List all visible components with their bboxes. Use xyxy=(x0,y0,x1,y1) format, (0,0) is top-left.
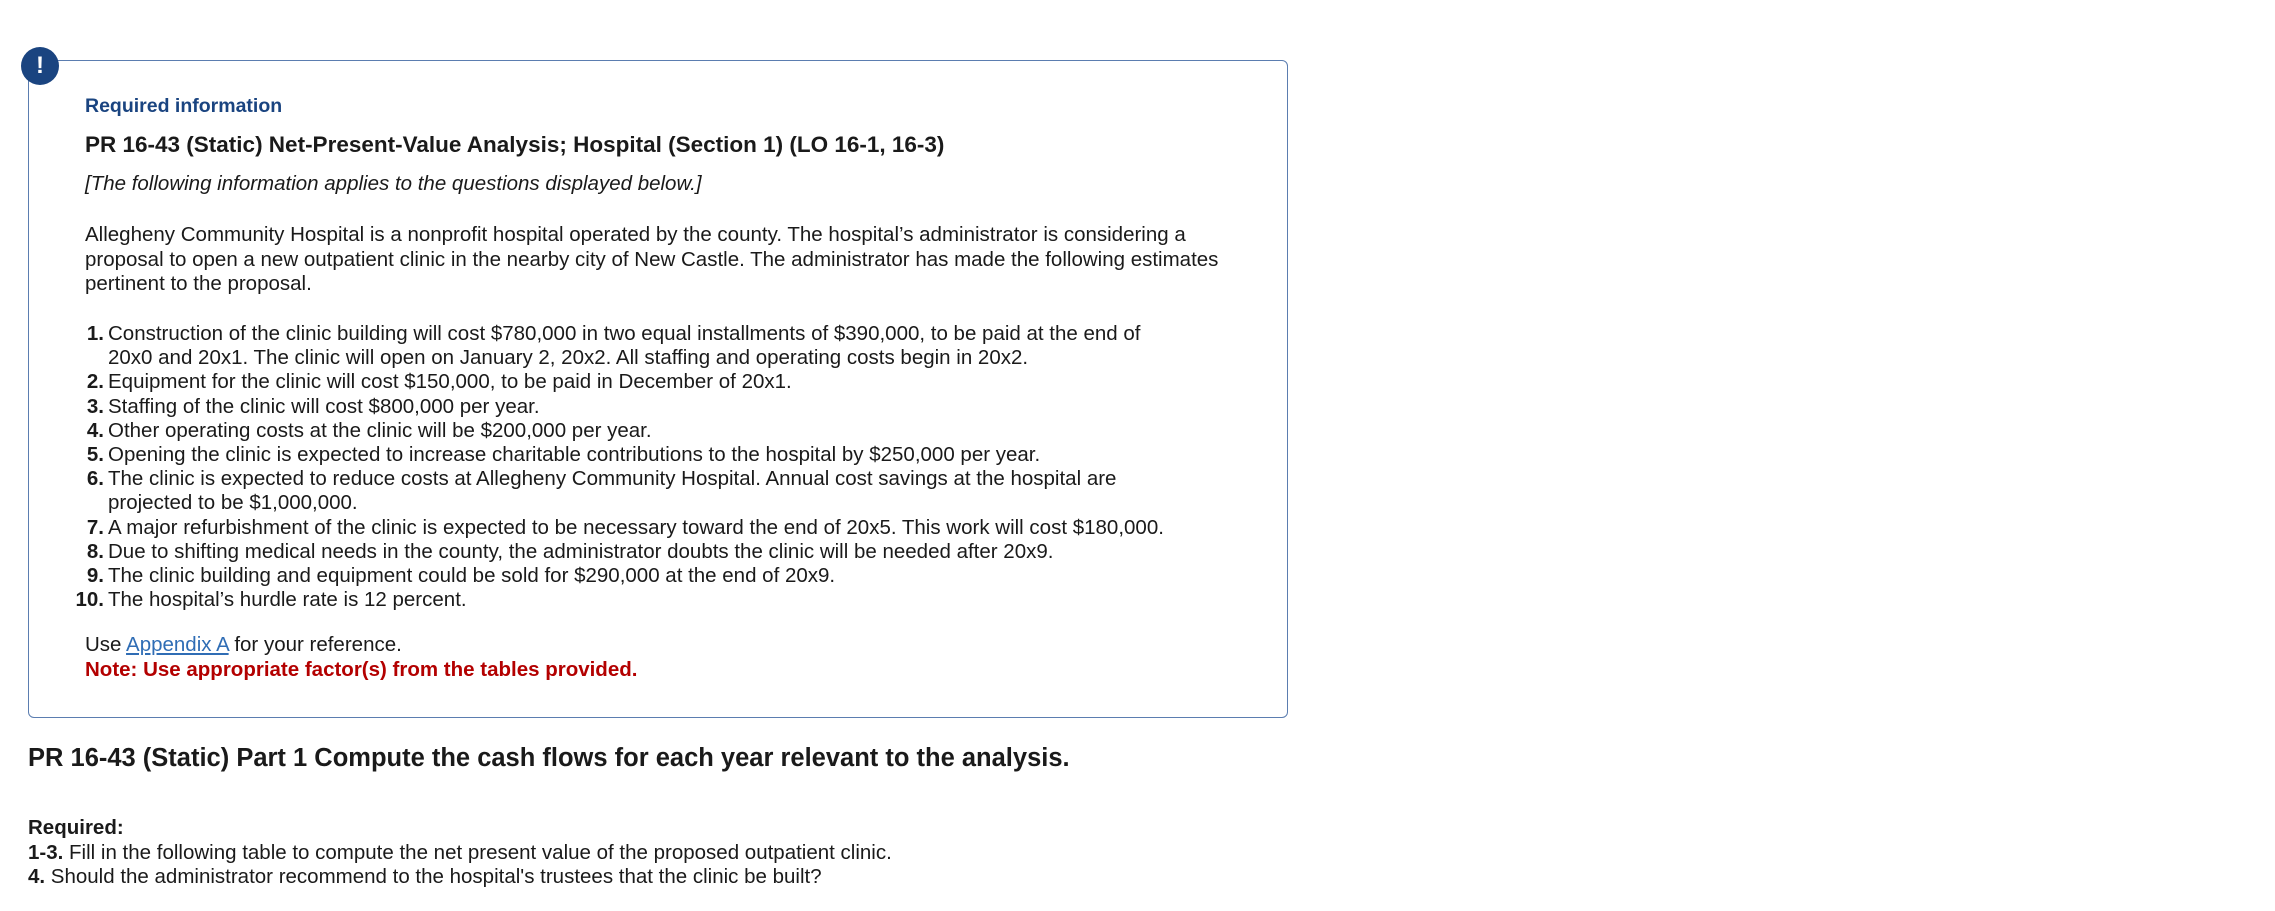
list-item-text: The clinic building and equipment could be sold for $290,000 at the end of 20x9. xyxy=(108,564,836,588)
reference-line xyxy=(85,633,402,657)
required-item xyxy=(28,865,892,890)
list-item-number: 8. xyxy=(86,539,104,563)
list-item xyxy=(68,516,1268,540)
list-item-number: 9. xyxy=(86,564,104,588)
list-item-number: 1. xyxy=(86,322,104,345)
required-item xyxy=(28,841,892,866)
required-label: Required: xyxy=(28,816,124,839)
list-item xyxy=(68,540,1268,564)
required-section xyxy=(28,816,892,890)
list-item-text: Due to shifting medical needs in the county, the administrator doubts the clinic will be needed after 20x9. xyxy=(108,539,1054,563)
estimates-list xyxy=(68,322,1268,612)
part-title: PR 16-43 (Static) Part 1 Compute the cash flows for each year relevant to the analysis. xyxy=(28,744,1070,772)
list-item-text: Equipment for the clinic will cost $150,000, to be paid in December of 20x1. xyxy=(108,370,792,394)
list-item xyxy=(68,395,1268,419)
list-item-number: 3. xyxy=(86,394,104,418)
required-item-text: Should the administrator recommend to the hospital's trustees that the clinic be built? xyxy=(45,865,822,888)
list-item-number: 5. xyxy=(86,443,104,467)
list-item-number: 10. xyxy=(75,588,104,612)
list-item-text: The hospital’s hurdle rate is 12 percent. xyxy=(108,588,467,612)
list-item xyxy=(68,467,1268,515)
list-item-text: Construction of the clinic building will cost $780,000 in two equal installments of $390,000, to be paid at the end of 20x0 and 20x1. The clinic will open on January 2, 20x2. All staffing and operating costs begin in 20x2. xyxy=(108,322,1141,370)
list-item-number: 6. xyxy=(86,467,104,491)
intro-paragraph: Allegheny Community Hospital is a nonprofit hospital operated by the county. The hospital’s administrator is considering a proposal to open a new outpatient clinic in the nearby city of New Castle. The administrator has made the following estimates pertinent to the proposal. xyxy=(85,223,1219,295)
problem-title: PR 16-43 (Static) Net-Present-Value Analysis; Hospital (Section 1) (LO 16-1, 16-3) xyxy=(85,132,945,157)
list-item-text: A major refurbishment of the clinic is expected to be necessary toward the end of 20x5. This work will cost $180,000. xyxy=(108,515,1164,539)
appendix-a-link[interactable]: Appendix A xyxy=(126,633,229,656)
list-item xyxy=(68,564,1268,588)
list-item xyxy=(68,588,1268,612)
list-item xyxy=(68,443,1268,467)
list-item-text: Staffing of the clinic will cost $800,000 per year. xyxy=(108,394,540,418)
alert-icon: ! xyxy=(21,47,59,85)
required-information-label: Required information xyxy=(85,95,283,117)
factor-note: Note: Use appropriate factor(s) from the tables provided. xyxy=(85,658,638,681)
list-item-number: 7. xyxy=(86,515,104,539)
list-item xyxy=(68,322,1268,370)
list-item-text: The clinic is expected to reduce costs at Allegheny Community Hospital. Annual cost savings at the hospital are projected to be $1,000,000. xyxy=(108,467,1117,515)
list-item-text: Other operating costs at the clinic will be $200,000 per year. xyxy=(108,418,652,442)
list-item-number: 4. xyxy=(86,418,104,442)
required-item-text: Fill in the following table to compute the net present value of the proposed outpatient clinic. xyxy=(63,840,892,864)
list-item xyxy=(68,419,1268,443)
required-item-number: 4. xyxy=(28,865,46,888)
reference-suffix: for your reference. xyxy=(228,633,402,656)
list-item-number: 2. xyxy=(86,370,104,394)
applies-note: [The following information applies to the questions displayed below.] xyxy=(85,172,702,195)
list-item-text: Opening the clinic is expected to increase charitable contributions to the hospital by $250,000 per year. xyxy=(108,443,1041,467)
reference-prefix: Use xyxy=(85,633,127,656)
required-item-number: 1-3. xyxy=(28,840,64,864)
list-item xyxy=(68,370,1268,394)
